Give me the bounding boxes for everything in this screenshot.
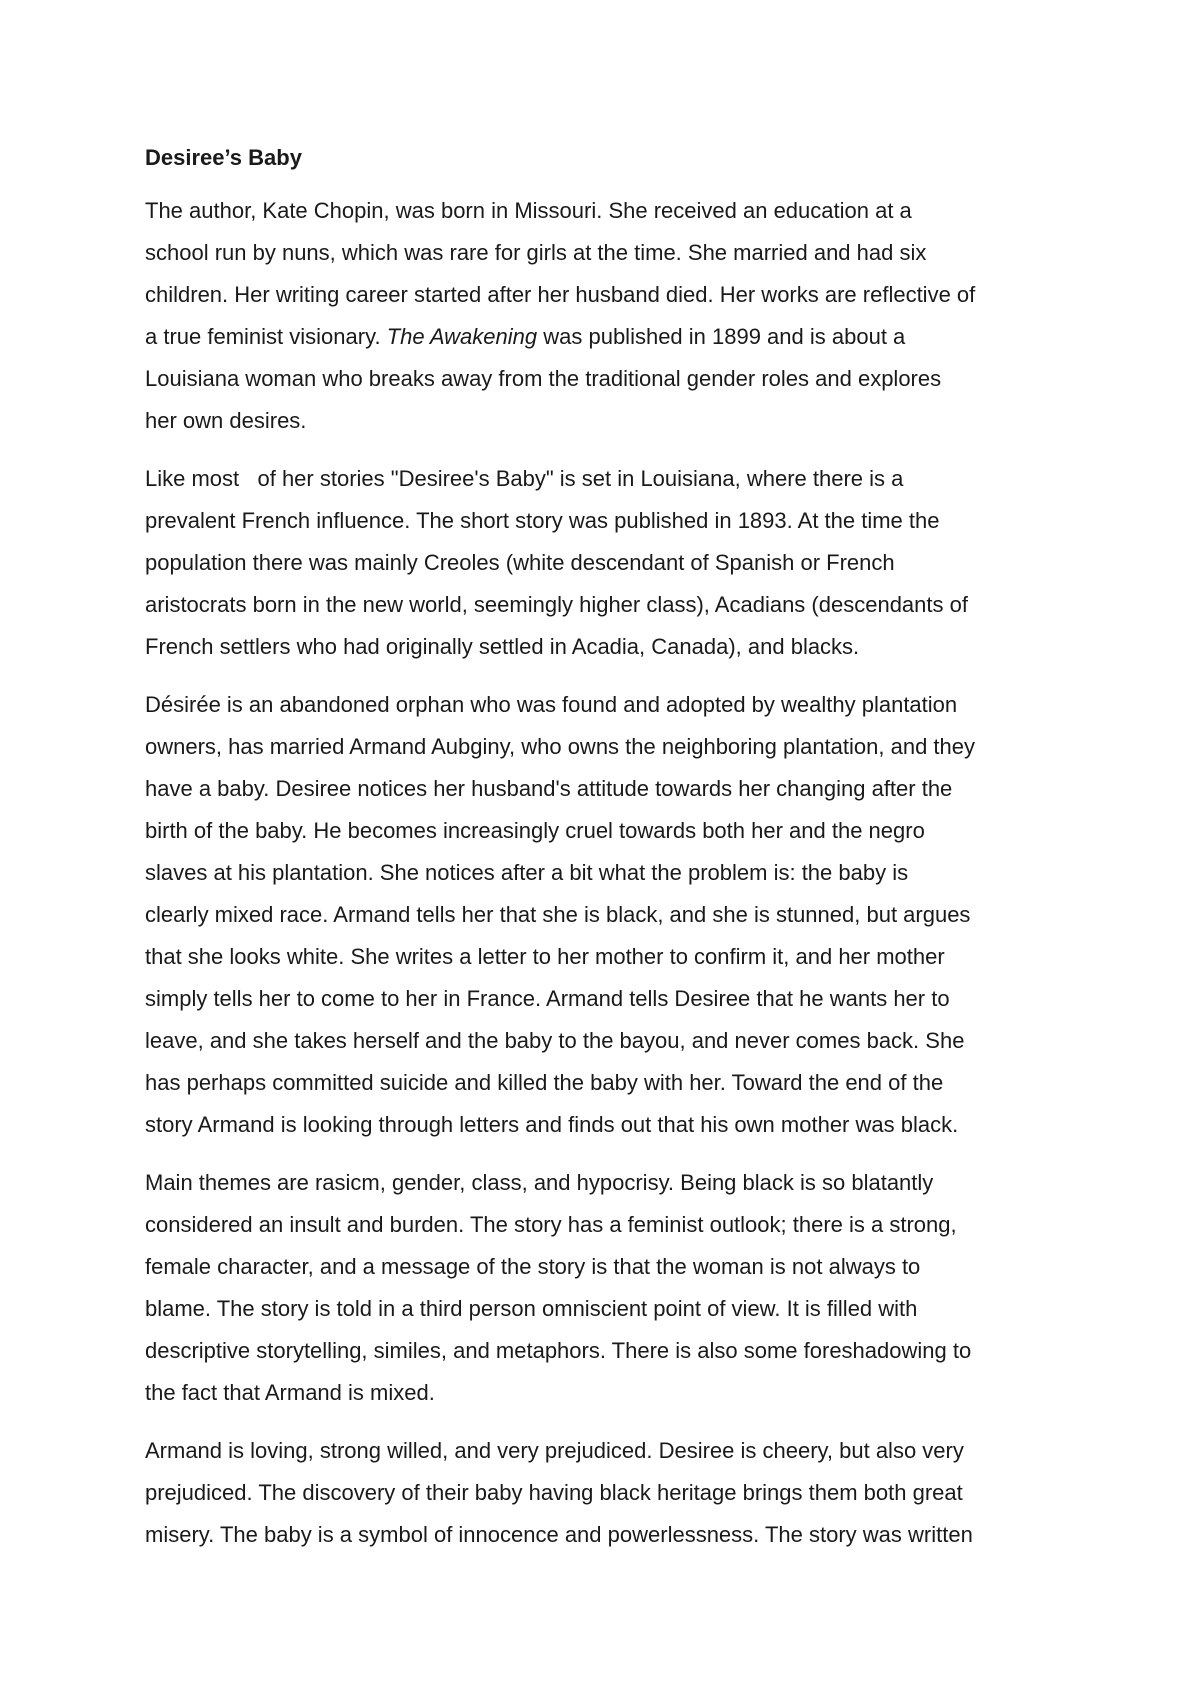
text-line: children. Her writing career started after her husband died. Her works are reflective of: [145, 282, 976, 307]
text-line: descriptive storytelling, similes, and metaphors. There is also some foreshadowing to: [145, 1338, 972, 1363]
text-line: slaves at his plantation. She notices after a bit what the problem is: the baby is: [145, 860, 909, 885]
text-line: simply tells her to come to her in France. Armand tells Desiree that he wants her to: [145, 986, 950, 1011]
text-line: The author, Kate Chopin, was born in Missouri. She received an education at a: [145, 198, 912, 223]
text-line: have a baby. Desiree notices her husband's attitude towards her changing after the: [145, 776, 953, 801]
text-line: Armand is loving, strong willed, and very prejudiced. Desiree is cheery, but also very: [145, 1438, 964, 1463]
book-title-italic: The Awakening: [386, 324, 538, 349]
text-line: that she looks white. She writes a letter to her mother to confirm it, and her mother: [145, 944, 945, 969]
text-line: blame. The story is told in a third person omniscient point of view. It is filled with: [145, 1296, 918, 1321]
text-line: clearly mixed race. Armand tells her that she is black, and she is stunned, but argues: [145, 902, 971, 927]
text-line: misery. The baby is a symbol of innocence and powerlessness. The story was written: [145, 1522, 973, 1547]
text-line: population there was mainly Creoles (white descendant of Spanish or French: [145, 550, 895, 575]
text-line: her own desires.: [145, 408, 307, 433]
text-line: Main themes are rasicm, gender, class, and hypocrisy. Being black is so blatantly: [145, 1170, 934, 1195]
text-line: prevalent French influence. The short story was published in 1893. At the time the: [145, 508, 940, 533]
text-line: Louisiana woman who breaks away from the traditional gender roles and explores: [145, 366, 942, 391]
text-line: school run by nuns, which was rare for girls at the time. She married and had six: [145, 240, 927, 265]
paragraph-setting: [145, 458, 1070, 668]
text-line-with-italic: [145, 316, 1070, 358]
text-line: Like most of her stories "Desiree's Baby" is set in Louisiana, where there is a: [145, 466, 904, 491]
text-line: birth of the baby. He becomes increasingly cruel towards both her and the negro: [145, 818, 925, 843]
paragraph-themes: [145, 1162, 1070, 1414]
document-title: Desiree’s Baby: [145, 145, 302, 170]
text-line: the fact that Armand is mixed.: [145, 1380, 435, 1405]
document-page: [145, 140, 1070, 1572]
text-line: French settlers who had originally settled in Acadia, Canada), and blacks.: [145, 634, 860, 659]
text-line: has perhaps committed suicide and killed the baby with her. Toward the end of the: [145, 1070, 944, 1095]
text-line: female character, and a message of the story is that the woman is not always to: [145, 1254, 921, 1279]
text-line: prejudiced. The discovery of their baby having black heritage brings them both great: [145, 1480, 963, 1505]
text-line: Désirée is an abandoned orphan who was found and adopted by wealthy plantation: [145, 692, 958, 717]
text-line: aristocrats born in the new world, seemingly higher class), Acadians (descendants of: [145, 592, 968, 617]
text-line: owners, has married Armand Aubginy, who owns the neighboring plantation, and they: [145, 734, 975, 759]
paragraph-author-bio: [145, 190, 1070, 442]
text-segment: was published in 1899 and is about a: [537, 324, 906, 349]
text-line: considered an insult and burden. The story has a feminist outlook; there is a strong,: [145, 1212, 957, 1237]
text-line: story Armand is looking through letters and finds out that his own mother was black.: [145, 1112, 959, 1137]
paragraph-plot: [145, 684, 1070, 1146]
text-line: leave, and she takes herself and the baby to the bayou, and never comes back. She: [145, 1028, 965, 1053]
paragraph-characters: [145, 1430, 1070, 1556]
text-segment: a true feminist visionary.: [145, 324, 387, 349]
